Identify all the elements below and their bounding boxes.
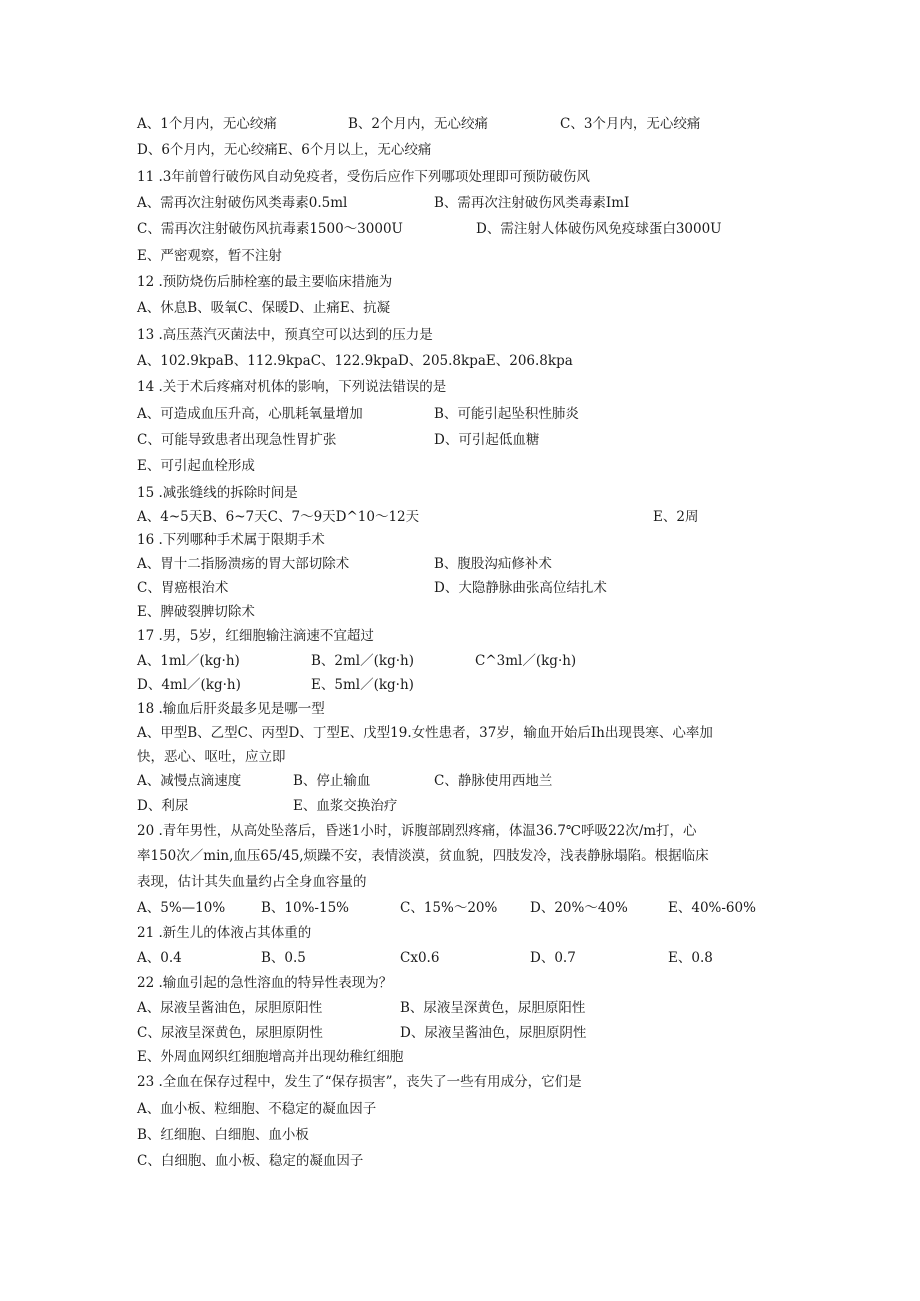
option-a: A、1ml／(kg·h) [137, 653, 240, 669]
option-a: A、可造成血压升高，心肌耗氧量增加 [137, 406, 363, 422]
option-c: C、胃癌根治术 [137, 580, 229, 596]
question-text: 21 .新生儿的体液占其体重的 [137, 925, 312, 941]
options-inline: A、4~5天B、6~7天C、7～9天D^10～12天 [137, 509, 420, 525]
option-c: Cx0.6 [400, 950, 440, 966]
option-e: E、外周血网织红细胞增高并出现幼稚红细胞 [137, 1049, 404, 1065]
option-b: B、需再次注射破伤风类毒素ImI [434, 195, 630, 211]
option-c: C、可能导致患者出现急性胃扩张 [137, 432, 337, 448]
question-text: 快，恶心、呕吐，应立即 [137, 749, 286, 765]
option-e: E、2周 [653, 509, 699, 525]
question-text: 17 .男，5岁，红细胞输注滴速不宜超过 [137, 628, 374, 644]
option-b: B、尿液呈深黄色，尿胆原阳性 [400, 1000, 586, 1016]
option-d: D、尿液呈酱油色，尿胆原阴性 [400, 1025, 587, 1041]
option-d: D、4ml／(kg·h) [137, 677, 241, 693]
question-text: 20 .青年男性，从高处坠落后，昏迷1小时，诉腹部剧烈疼痛，体温36.7℃呼吸22次/m打，心 [137, 823, 697, 839]
option-d-e: D、6个月内，无心绞痛E、6个月以上，无心绞痛 [137, 142, 432, 158]
option-b: B、2个月内，无心绞痛 [348, 116, 489, 132]
question-text: 13 .高压蒸汽灭菌法中，预真空可以达到的压力是 [137, 327, 433, 343]
option-a: A、胃十二指肠溃疡的胃大部切除术 [137, 556, 350, 572]
option-a: A、需再次注射破伤风类毒素0.5ml [137, 195, 348, 211]
question-text: 率150次／min,血压65/45,烦躁不安，表情淡漠，贫血貌，四肢发冷，浅表静脉塌陷。根据临床 [137, 848, 709, 864]
option-b: B、腹股沟疝修补术 [434, 556, 552, 572]
question-text: 11 .3年前曾行破伤风自动免疫者，受伤后应作下列哪项处理即可预防破伤风 [137, 169, 590, 185]
option-d: D、需注射人体破伤风免疫球蛋白3000U [476, 221, 722, 237]
option-b: B、停止输血 [293, 773, 371, 789]
options-inline: A、休息B、吸氧C、保暖D、止痛E、抗凝 [137, 300, 391, 316]
option-b: B、红细胞、白细胞、血小板 [137, 1127, 309, 1143]
question-text: 12 .预防烧伤后肺栓塞的最主要临床措施为 [137, 274, 393, 290]
option-c: C、尿液呈深黄色，尿胆原阴性 [137, 1025, 323, 1041]
option-c: C、3个月内，无心绞痛 [560, 116, 701, 132]
option-e: E、可引起血栓形成 [137, 458, 255, 474]
option-a: A、1个月内，无心绞痛 [137, 116, 277, 132]
option-c: C、需再次注射破伤风抗毒素1500～3000U [137, 221, 403, 237]
option-a: A、尿液呈酱油色，尿胆原阳性 [137, 1000, 323, 1016]
option-c: C、静脉使用西地兰 [434, 773, 553, 789]
option-e: E、血浆交换治疗 [293, 798, 398, 814]
option-d: D、利尿 [137, 798, 189, 814]
option-e: E、5ml／(kg·h) [311, 677, 414, 693]
option-c: C^3ml／(kg·h) [475, 653, 577, 669]
option-c: C、15%～20% [400, 900, 498, 916]
question-text: 23 .全血在保存过程中，发生了“保存损害”，丧失了一些有用成分，它们是 [137, 1074, 582, 1090]
option-e: E、0.8 [668, 950, 713, 966]
question-text: 18 .输血后肝炎最多见是哪一型 [137, 701, 325, 717]
option-d: D、可引起低血糖 [434, 432, 540, 448]
option-b: B、10%-15% [261, 900, 349, 916]
option-b: B、0.5 [261, 950, 306, 966]
question-text: 14 .关于术后疼痛对机体的影响，下列说法错误的是 [137, 379, 447, 395]
option-e: E、40%-60% [668, 900, 756, 916]
option-a: A、5%—10% [137, 900, 226, 916]
options-inline: A、102.9kpaB、112.9kpaC、122.9kpaD、205.8kpaE、206.8kpa [137, 353, 573, 369]
question-text: 22 .输血引起的急性溶血的特异性表现为？ [137, 975, 393, 991]
question-text: 表现，估计其失血量约占全身血容量的 [137, 874, 367, 890]
option-e: E、脾破裂脾切除术 [137, 604, 255, 620]
option-d: D、0.7 [530, 950, 576, 966]
option-a: A、血小板、粒细胞、不稳定的凝血因子 [137, 1101, 377, 1117]
options-and-question-19: A、甲型B、乙型C、丙型D、丁型E、戊型19.女性患者，37岁，输血开始后Ih出现畏寒、心率加 [137, 725, 713, 741]
option-d: D、20%～40% [530, 900, 628, 916]
option-b: B、可能引起坠积性肺炎 [434, 406, 579, 422]
option-d: D、大隐静脉曲张高位结扎术 [434, 580, 607, 596]
option-b: B、2ml／(kg·h) [311, 653, 414, 669]
question-text: 15 .减张缝线的拆除时间是 [137, 485, 298, 501]
option-a: A、减慢点滴速度 [137, 773, 242, 789]
option-e: E、严密观察，暂不注射 [137, 248, 282, 264]
option-a: A、0.4 [137, 950, 182, 966]
option-c: C、白细胞、血小板、稳定的凝血因子 [137, 1153, 364, 1169]
question-text: 16 .下列哪种手术属于限期手术 [137, 532, 325, 548]
